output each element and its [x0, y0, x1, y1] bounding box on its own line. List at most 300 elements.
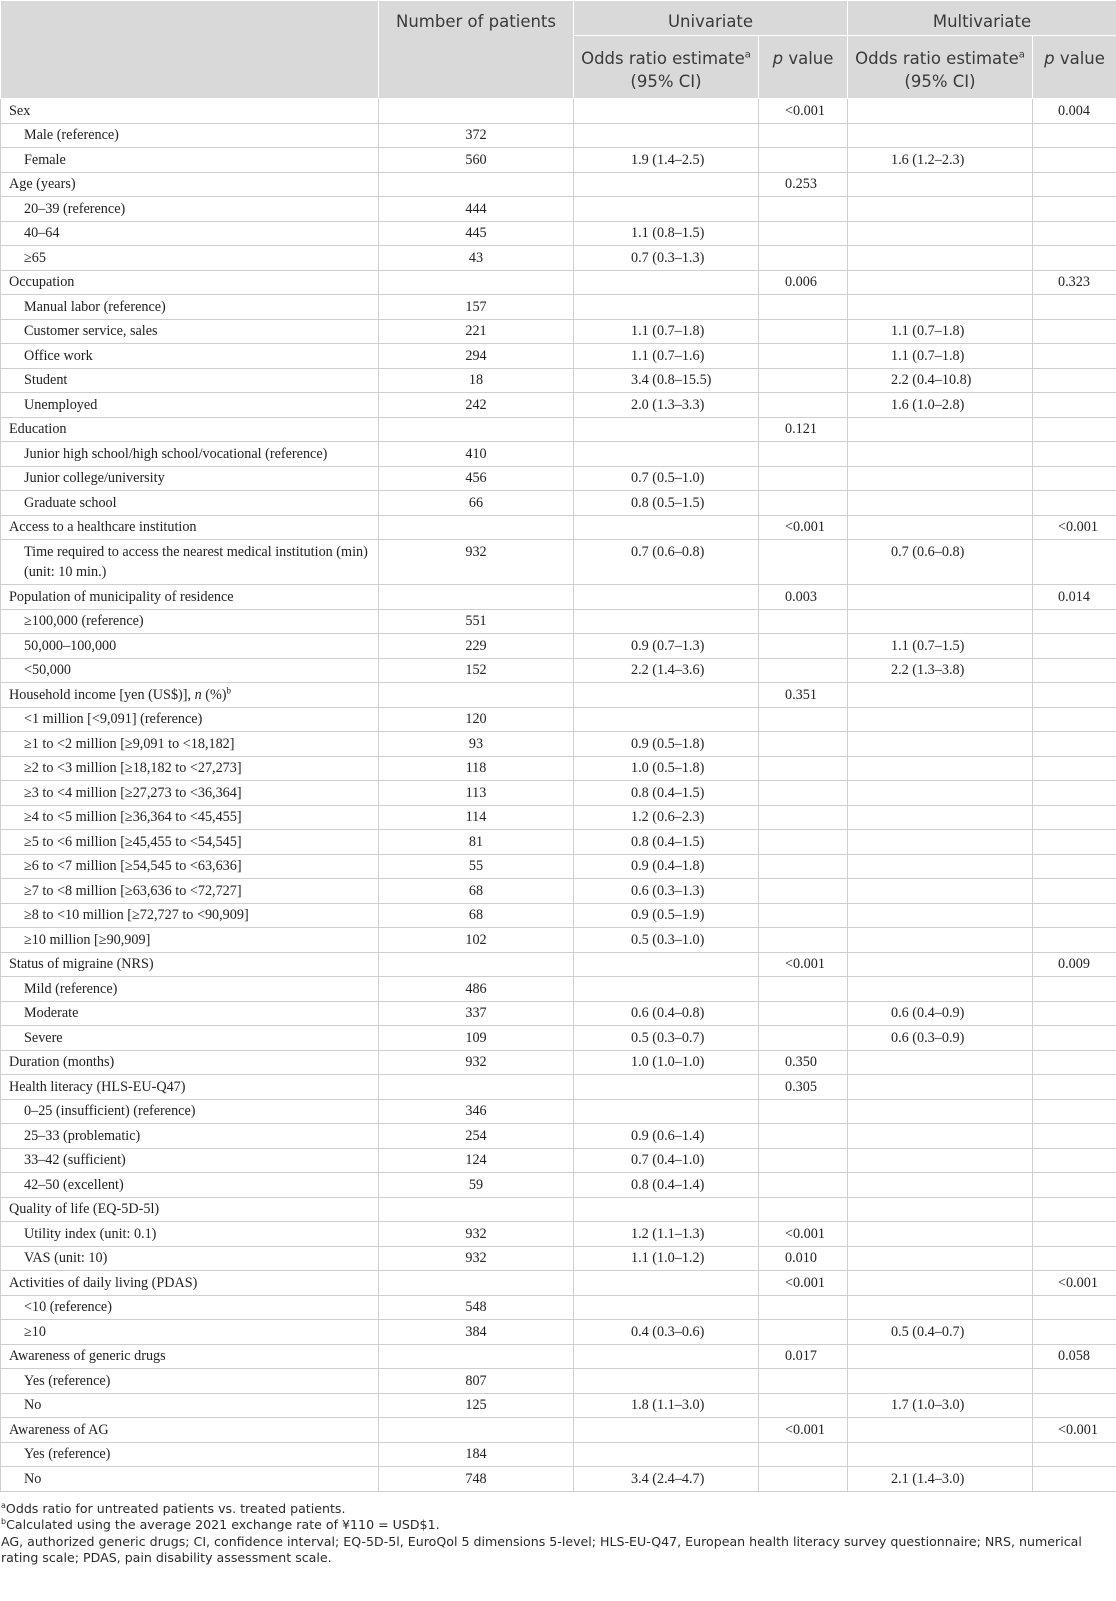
patient-count: 120 [379, 707, 574, 732]
footnote-a: $^a$Odds ratio for untreated patients vs. treated patients. [1, 1500, 346, 1516]
univariate-p-value: 0.006 [759, 270, 848, 295]
patient-count [379, 1197, 574, 1222]
univariate-odds-ratio [574, 1075, 759, 1100]
univariate-odds-ratio: 1.1 (0.8–1.5) [574, 221, 759, 246]
univariate-odds-ratio: 2.2 (1.4–3.6) [574, 658, 759, 683]
row-label: VAS (unit: 10) [1, 1246, 379, 1271]
table-row [1, 1026, 1116, 1051]
multivariate-p-value [1033, 1001, 1116, 1026]
table-row [1, 123, 1116, 148]
multivariate-odds-ratio [848, 830, 1033, 855]
multivariate-odds-ratio [848, 1344, 1033, 1369]
patient-count: 560 [379, 148, 574, 173]
multivariate-odds-ratio [848, 1369, 1033, 1394]
row-label: ≥65 [1, 246, 379, 271]
univariate-p-value: <0.001 [759, 1271, 848, 1296]
multivariate-odds-ratio [848, 1050, 1033, 1075]
univariate-p-value [759, 319, 848, 344]
univariate-odds-ratio: 0.6 (0.3–1.3) [574, 879, 759, 904]
table-row [1, 197, 1116, 222]
table-row [1, 732, 1116, 757]
univariate-p-value: <0.001 [759, 99, 848, 124]
multivariate-odds-ratio [848, 1197, 1033, 1222]
multivariate-p-value [1033, 172, 1116, 197]
univariate-odds-ratio [574, 270, 759, 295]
row-label: Quality of life (EQ-5D-5l) [1, 1197, 379, 1222]
table-row [1, 172, 1116, 197]
patient-count: 294 [379, 344, 574, 369]
univariate-p-value [759, 707, 848, 732]
patient-count: 932 [379, 1222, 574, 1247]
patient-count: 102 [379, 928, 574, 953]
table-row [1, 393, 1116, 418]
univariate-p-value [759, 295, 848, 320]
univariate-p-value: 0.003 [759, 585, 848, 610]
table-row [1, 658, 1116, 683]
univariate-p-value: 0.351 [759, 683, 848, 708]
multivariate-p-value: <0.001 [1033, 1418, 1116, 1443]
row-label: Manual labor (reference) [1, 295, 379, 320]
univariate-p-value [759, 393, 848, 418]
table-row [1, 319, 1116, 344]
multivariate-p-value: 0.014 [1033, 585, 1116, 610]
multivariate-p-value [1033, 903, 1116, 928]
row-label: ≥7 to <8 million [≥63,636 to <72,727] [1, 879, 379, 904]
univariate-odds-ratio [574, 707, 759, 732]
table-body [1, 99, 1116, 1492]
univariate-odds-ratio: 0.8 (0.4–1.5) [574, 830, 759, 855]
multivariate-p-value [1033, 1369, 1116, 1394]
univariate-odds-ratio: 0.5 (0.3–0.7) [574, 1026, 759, 1051]
multivariate-odds-ratio: 2.2 (0.4–10.8) [848, 368, 1033, 393]
univariate-p-value [759, 1099, 848, 1124]
multivariate-p-value [1033, 540, 1116, 585]
univariate-odds-ratio: 0.6 (0.4–0.8) [574, 1001, 759, 1026]
row-label: Household income [yen (US$)], n (%)$^b$ [1, 683, 379, 708]
row-label: ≥3 to <4 million [≥27,273 to <36,364] [1, 781, 379, 806]
univariate-odds-ratio [574, 1099, 759, 1124]
univariate-odds-ratio: 3.4 (2.4–4.7) [574, 1467, 759, 1492]
patient-count: 932 [379, 1246, 574, 1271]
multivariate-p-value [1033, 609, 1116, 634]
table-row [1, 1246, 1116, 1271]
univariate-odds-ratio [574, 585, 759, 610]
univariate-odds-ratio [574, 1295, 759, 1320]
multivariate-p-value [1033, 1148, 1116, 1173]
row-label: Junior high school/high school/vocational (reference) [1, 442, 379, 467]
multivariate-p-value [1033, 879, 1116, 904]
multivariate-odds-ratio: 0.6 (0.3–0.9) [848, 1026, 1033, 1051]
univariate-p-value [759, 1148, 848, 1173]
multivariate-odds-ratio: 1.7 (1.0–3.0) [848, 1393, 1033, 1418]
multivariate-odds-ratio [848, 515, 1033, 540]
table-row [1, 1124, 1116, 1149]
univariate-odds-ratio: 1.1 (1.0–1.2) [574, 1246, 759, 1271]
multivariate-p-value [1033, 707, 1116, 732]
table-row [1, 1344, 1116, 1369]
univariate-odds-ratio: 0.9 (0.5–1.9) [574, 903, 759, 928]
patient-count: 548 [379, 1295, 574, 1320]
table-row [1, 1369, 1116, 1394]
univariate-p-value [759, 246, 848, 271]
patient-count [379, 585, 574, 610]
row-label: Sex [1, 99, 379, 124]
multivariate-p-value [1033, 417, 1116, 442]
multivariate-odds-ratio [848, 1099, 1033, 1124]
row-label: Occupation [1, 270, 379, 295]
multivariate-p-value [1033, 1467, 1116, 1492]
univariate-odds-ratio: 0.4 (0.3–0.6) [574, 1320, 759, 1345]
patient-count: 43 [379, 246, 574, 271]
univariate-odds-ratio [574, 417, 759, 442]
table-row [1, 781, 1116, 806]
patient-count: 55 [379, 854, 574, 879]
table-row [1, 99, 1116, 124]
patient-count: 68 [379, 879, 574, 904]
multivariate-odds-ratio [848, 805, 1033, 830]
univariate-odds-ratio [574, 99, 759, 124]
multivariate-p-value [1033, 781, 1116, 806]
row-label: 42–50 (excellent) [1, 1173, 379, 1198]
multivariate-odds-ratio [848, 123, 1033, 148]
table-row [1, 221, 1116, 246]
table-row [1, 515, 1116, 540]
univariate-odds-ratio: 0.7 (0.5–1.0) [574, 466, 759, 491]
patient-count [379, 1418, 574, 1443]
table-row [1, 805, 1116, 830]
row-label: Yes (reference) [1, 1442, 379, 1467]
table-row [1, 1320, 1116, 1345]
univariate-odds-ratio [574, 1418, 759, 1443]
multivariate-odds-ratio: 0.7 (0.6–0.8) [848, 540, 1033, 585]
univariate-odds-ratio: 0.8 (0.5–1.5) [574, 491, 759, 516]
multivariate-odds-ratio [848, 903, 1033, 928]
patient-count: 18 [379, 368, 574, 393]
patient-count: 125 [379, 1393, 574, 1418]
header-multivariate-odds-ratio: Odds ratio estimate$^a$ (95% CI) [848, 36, 1033, 99]
row-label: Status of migraine (NRS) [1, 952, 379, 977]
multivariate-odds-ratio: 1.1 (0.7–1.5) [848, 634, 1033, 659]
multivariate-odds-ratio [848, 1173, 1033, 1198]
multivariate-odds-ratio [848, 1246, 1033, 1271]
row-label: Yes (reference) [1, 1369, 379, 1394]
patient-count: 932 [379, 1050, 574, 1075]
row-label: Health literacy (HLS-EU-Q47) [1, 1075, 379, 1100]
multivariate-p-value [1033, 491, 1116, 516]
multivariate-odds-ratio [848, 295, 1033, 320]
univariate-odds-ratio: 0.9 (0.6–1.4) [574, 1124, 759, 1149]
univariate-odds-ratio [574, 1369, 759, 1394]
multivariate-p-value [1033, 368, 1116, 393]
row-label: 40–64 [1, 221, 379, 246]
row-label: Activities of daily living (PDAS) [1, 1271, 379, 1296]
patient-count: 109 [379, 1026, 574, 1051]
multivariate-p-value: 0.323 [1033, 270, 1116, 295]
multivariate-odds-ratio [848, 1418, 1033, 1443]
row-label: Female [1, 148, 379, 173]
multivariate-odds-ratio [848, 609, 1033, 634]
univariate-odds-ratio [574, 1344, 759, 1369]
table-row [1, 270, 1116, 295]
patient-count [379, 1271, 574, 1296]
multivariate-odds-ratio [848, 1148, 1033, 1173]
table-row [1, 634, 1116, 659]
multivariate-p-value [1033, 805, 1116, 830]
univariate-p-value [759, 732, 848, 757]
univariate-p-value: 0.350 [759, 1050, 848, 1075]
univariate-p-value [759, 1369, 848, 1394]
multivariate-p-value [1033, 1442, 1116, 1467]
patient-count: 932 [379, 540, 574, 585]
row-label: Junior college/university [1, 466, 379, 491]
table-row [1, 1001, 1116, 1026]
row-label: Unemployed [1, 393, 379, 418]
univariate-p-value [759, 1320, 848, 1345]
header-univariate-odds-ratio: Odds ratio estimate$^a$ (95% CI) [574, 36, 759, 99]
row-label: Mild (reference) [1, 977, 379, 1002]
row-label: 25–33 (problematic) [1, 1124, 379, 1149]
multivariate-p-value [1033, 295, 1116, 320]
univariate-p-value [759, 1026, 848, 1051]
multivariate-odds-ratio: 2.2 (1.3–3.8) [848, 658, 1033, 683]
univariate-odds-ratio: 0.7 (0.4–1.0) [574, 1148, 759, 1173]
table-row [1, 903, 1116, 928]
univariate-odds-ratio: 0.9 (0.7–1.3) [574, 634, 759, 659]
multivariate-p-value [1033, 442, 1116, 467]
row-label: Age (years) [1, 172, 379, 197]
patient-count: 157 [379, 295, 574, 320]
table-row [1, 1271, 1116, 1296]
row-label: Awareness of generic drugs [1, 1344, 379, 1369]
univariate-p-value [759, 781, 848, 806]
patient-count: 242 [379, 393, 574, 418]
table-row [1, 442, 1116, 467]
multivariate-p-value [1033, 683, 1116, 708]
table-header [1, 1, 1116, 99]
univariate-odds-ratio [574, 515, 759, 540]
patient-count: 551 [379, 609, 574, 634]
univariate-p-value: <0.001 [759, 515, 848, 540]
multivariate-odds-ratio: 0.5 (0.4–0.7) [848, 1320, 1033, 1345]
row-label: <50,000 [1, 658, 379, 683]
row-label: ≥10 [1, 1320, 379, 1345]
univariate-p-value [759, 1001, 848, 1026]
row-label: Time required to access the nearest medical institution (min) (unit: 10 min.) [1, 540, 379, 585]
row-label: <1 million [<9,091] (reference) [1, 707, 379, 732]
univariate-odds-ratio: 3.4 (0.8–15.5) [574, 368, 759, 393]
table-row [1, 1197, 1116, 1222]
univariate-odds-ratio [574, 1197, 759, 1222]
multivariate-p-value [1033, 1320, 1116, 1345]
univariate-p-value [759, 442, 848, 467]
patient-count [379, 952, 574, 977]
table-row [1, 246, 1116, 271]
row-label: Office work [1, 344, 379, 369]
multivariate-odds-ratio [848, 1075, 1033, 1100]
multivariate-p-value [1033, 732, 1116, 757]
multivariate-p-value [1033, 1246, 1116, 1271]
univariate-odds-ratio: 1.2 (1.1–1.3) [574, 1222, 759, 1247]
univariate-odds-ratio [574, 197, 759, 222]
patient-count: 59 [379, 1173, 574, 1198]
multivariate-odds-ratio [848, 977, 1033, 1002]
table-row [1, 879, 1116, 904]
multivariate-p-value [1033, 756, 1116, 781]
univariate-odds-ratio: 1.1 (0.7–1.8) [574, 319, 759, 344]
row-label: 50,000–100,000 [1, 634, 379, 659]
univariate-odds-ratio: 0.8 (0.4–1.4) [574, 1173, 759, 1198]
univariate-p-value [759, 1295, 848, 1320]
univariate-p-value [759, 123, 848, 148]
table-row [1, 148, 1116, 173]
row-label: ≥2 to <3 million [≥18,182 to <27,273] [1, 756, 379, 781]
table-row [1, 1173, 1116, 1198]
univariate-p-value [759, 368, 848, 393]
univariate-p-value [759, 879, 848, 904]
header-variable [1, 1, 379, 99]
multivariate-p-value [1033, 1099, 1116, 1124]
multivariate-odds-ratio [848, 270, 1033, 295]
patient-count: 337 [379, 1001, 574, 1026]
univariate-p-value [759, 634, 848, 659]
patient-count: 66 [379, 491, 574, 516]
table-row [1, 1050, 1116, 1075]
table-row [1, 756, 1116, 781]
multivariate-p-value [1033, 1050, 1116, 1075]
multivariate-odds-ratio [848, 756, 1033, 781]
row-label: ≥100,000 (reference) [1, 609, 379, 634]
row-label: Student [1, 368, 379, 393]
multivariate-p-value [1033, 319, 1116, 344]
table-row [1, 977, 1116, 1002]
univariate-p-value [759, 540, 848, 585]
univariate-odds-ratio: 1.8 (1.1–3.0) [574, 1393, 759, 1418]
table-row [1, 344, 1116, 369]
multivariate-p-value [1033, 344, 1116, 369]
table-row [1, 854, 1116, 879]
patient-count: 384 [379, 1320, 574, 1345]
table-row [1, 368, 1116, 393]
univariate-odds-ratio: 0.7 (0.6–0.8) [574, 540, 759, 585]
multivariate-p-value [1033, 393, 1116, 418]
patient-count: 184 [379, 1442, 574, 1467]
univariate-p-value: 0.305 [759, 1075, 848, 1100]
univariate-odds-ratio [574, 295, 759, 320]
multivariate-odds-ratio [848, 585, 1033, 610]
table-row [1, 417, 1116, 442]
multivariate-odds-ratio [848, 1442, 1033, 1467]
row-label: Severe [1, 1026, 379, 1051]
row-label: ≥1 to <2 million [≥9,091 to <18,182] [1, 732, 379, 757]
table-row [1, 830, 1116, 855]
footnote-abbreviations: AG, authorized generic drugs; CI, confidence interval; EQ-5D-5l, EuroQol 5 dimensions 5-level; HLS-EU-Q47, European health literacy survey questionnaire; NRS, numerical rating scale; PDAS, pain disability assessment scale. [1, 1533, 1082, 1565]
univariate-p-value [759, 491, 848, 516]
univariate-p-value [759, 977, 848, 1002]
patient-count [379, 172, 574, 197]
multivariate-odds-ratio [848, 442, 1033, 467]
patient-count: 254 [379, 1124, 574, 1149]
patient-count: 152 [379, 658, 574, 683]
univariate-p-value [759, 903, 848, 928]
univariate-p-value [759, 830, 848, 855]
multivariate-odds-ratio [848, 221, 1033, 246]
row-label: Utility index (unit: 0.1) [1, 1222, 379, 1247]
multivariate-p-value [1033, 1295, 1116, 1320]
row-label: 20–39 (reference) [1, 197, 379, 222]
header-multivariate-p-value: p value [1033, 36, 1116, 99]
multivariate-p-value: <0.001 [1033, 1271, 1116, 1296]
multivariate-odds-ratio [848, 99, 1033, 124]
multivariate-p-value [1033, 1393, 1116, 1418]
row-label: Customer service, sales [1, 319, 379, 344]
univariate-p-value [759, 197, 848, 222]
multivariate-p-value: 0.009 [1033, 952, 1116, 977]
patient-count: 346 [379, 1099, 574, 1124]
univariate-p-value: <0.001 [759, 1222, 848, 1247]
univariate-p-value [759, 1124, 848, 1149]
row-label: Moderate [1, 1001, 379, 1026]
univariate-odds-ratio [574, 977, 759, 1002]
table-row [1, 295, 1116, 320]
univariate-odds-ratio: 1.1 (0.7–1.6) [574, 344, 759, 369]
univariate-odds-ratio: 0.8 (0.4–1.5) [574, 781, 759, 806]
table-row [1, 1222, 1116, 1247]
univariate-odds-ratio: 0.5 (0.3–1.0) [574, 928, 759, 953]
multivariate-odds-ratio [848, 879, 1033, 904]
table-row [1, 540, 1116, 585]
univariate-p-value [759, 1197, 848, 1222]
multivariate-odds-ratio: 1.1 (0.7–1.8) [848, 319, 1033, 344]
patient-count: 93 [379, 732, 574, 757]
multivariate-odds-ratio [848, 1271, 1033, 1296]
table-row [1, 1295, 1116, 1320]
patient-count: 748 [379, 1467, 574, 1492]
univariate-odds-ratio [574, 952, 759, 977]
univariate-odds-ratio: 1.2 (0.6–2.3) [574, 805, 759, 830]
row-label: ≥6 to <7 million [≥54,545 to <63,636] [1, 854, 379, 879]
multivariate-odds-ratio [848, 952, 1033, 977]
multivariate-odds-ratio [848, 466, 1033, 491]
multivariate-p-value: 0.058 [1033, 1344, 1116, 1369]
patient-count: 486 [379, 977, 574, 1002]
univariate-odds-ratio [574, 172, 759, 197]
multivariate-odds-ratio [848, 246, 1033, 271]
patient-count: 444 [379, 197, 574, 222]
univariate-odds-ratio: 1.9 (1.4–2.5) [574, 148, 759, 173]
univariate-p-value: 0.010 [759, 1246, 848, 1271]
univariate-odds-ratio [574, 1271, 759, 1296]
patient-count [379, 1075, 574, 1100]
header-multivariate: Multivariate [848, 1, 1116, 36]
multivariate-odds-ratio [848, 417, 1033, 442]
multivariate-p-value [1033, 830, 1116, 855]
univariate-p-value: <0.001 [759, 1418, 848, 1443]
patient-count [379, 417, 574, 442]
patient-count [379, 515, 574, 540]
multivariate-odds-ratio: 2.1 (1.4–3.0) [848, 1467, 1033, 1492]
table-row [1, 466, 1116, 491]
patient-count: 372 [379, 123, 574, 148]
table-row [1, 928, 1116, 953]
univariate-p-value [759, 609, 848, 634]
univariate-odds-ratio: 1.0 (1.0–1.0) [574, 1050, 759, 1075]
row-label: No [1, 1467, 379, 1492]
patient-count: 113 [379, 781, 574, 806]
multivariate-p-value [1033, 148, 1116, 173]
multivariate-p-value [1033, 1026, 1116, 1051]
univariate-p-value [759, 854, 848, 879]
multivariate-p-value [1033, 123, 1116, 148]
